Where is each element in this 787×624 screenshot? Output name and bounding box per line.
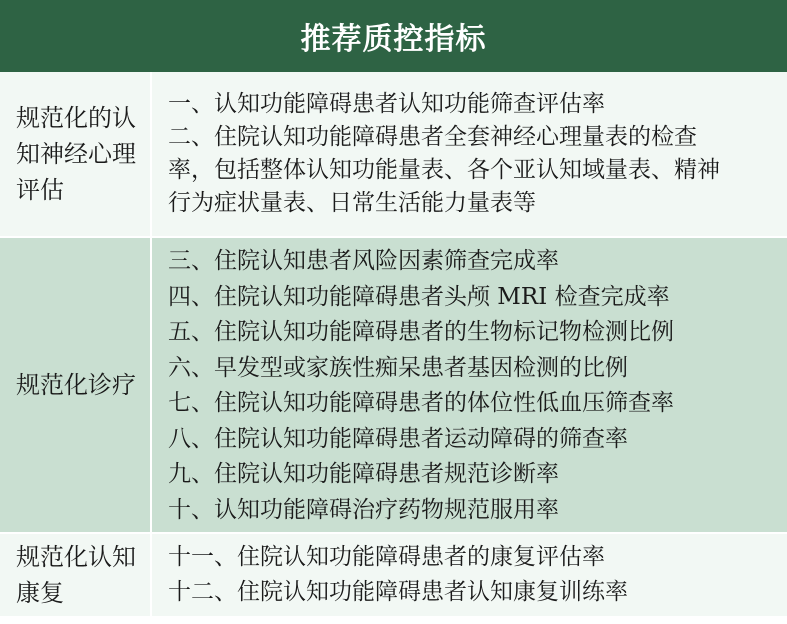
indicator-item: 九、住院认知功能障碍患者规范诊断率 bbox=[168, 461, 559, 487]
category-cell bbox=[0, 238, 152, 532]
category-cell bbox=[0, 534, 152, 616]
section-cognitive-rehabilitation bbox=[0, 534, 787, 616]
category-line: 康复 bbox=[16, 579, 64, 607]
indicator-item: 十、认知功能障碍治疗药物规范服用率 bbox=[168, 496, 559, 523]
bottom-margin bbox=[0, 616, 787, 624]
indicator-item: 二、住院认知功能障碍患者全套神经心理量表的检查 bbox=[168, 124, 697, 150]
indicator-item: 率，包括整体认知功能量表、各个亚认知域量表、精神 bbox=[168, 157, 720, 183]
indicator-item: 十二、住院认知功能障碍患者认知康复训练率 bbox=[168, 579, 628, 605]
category-line: 规范化诊疗 bbox=[16, 371, 136, 399]
indicator-item: 四、住院认知功能障碍患者头颅 MRI 检查完成率 bbox=[168, 283, 670, 310]
indicator-item: 行为症状量表、日常生活能力量表等 bbox=[168, 190, 536, 216]
category-line: 规范化的认 bbox=[16, 104, 136, 132]
section-standard-diagnosis-treatment bbox=[0, 238, 787, 532]
section-neuropsych-assessment bbox=[0, 72, 787, 236]
indicator-item: 六、早发型或家族性痴呆患者基因检测的比例 bbox=[168, 354, 628, 381]
indicator-list bbox=[152, 72, 787, 220]
category-line: 规范化认知 bbox=[16, 543, 136, 571]
indicator-item: 三、住院认知患者风险因素筛查完成率 bbox=[168, 248, 559, 274]
category-line: 评估 bbox=[16, 176, 64, 204]
indicator-item: 一、认知功能障碍患者认知功能筛查评估率 bbox=[168, 91, 605, 117]
indicator-list bbox=[152, 534, 787, 610]
table-title: 推荐质控指标 bbox=[0, 0, 787, 72]
category-line: 知神经心理 bbox=[16, 140, 136, 168]
indicator-item: 八、住院认知功能障碍患者运动障碍的筛查率 bbox=[168, 425, 628, 452]
indicator-list bbox=[152, 238, 787, 528]
category-cell bbox=[0, 72, 152, 236]
indicator-item: 五、住院认知功能障碍患者的生物标记物检测比例 bbox=[168, 319, 674, 345]
indicator-item: 十一、住院认知功能障碍患者的康复评估率 bbox=[168, 544, 605, 570]
indicator-item: 七、住院认知功能障碍患者的体位性低血压筛查率 bbox=[168, 390, 674, 416]
